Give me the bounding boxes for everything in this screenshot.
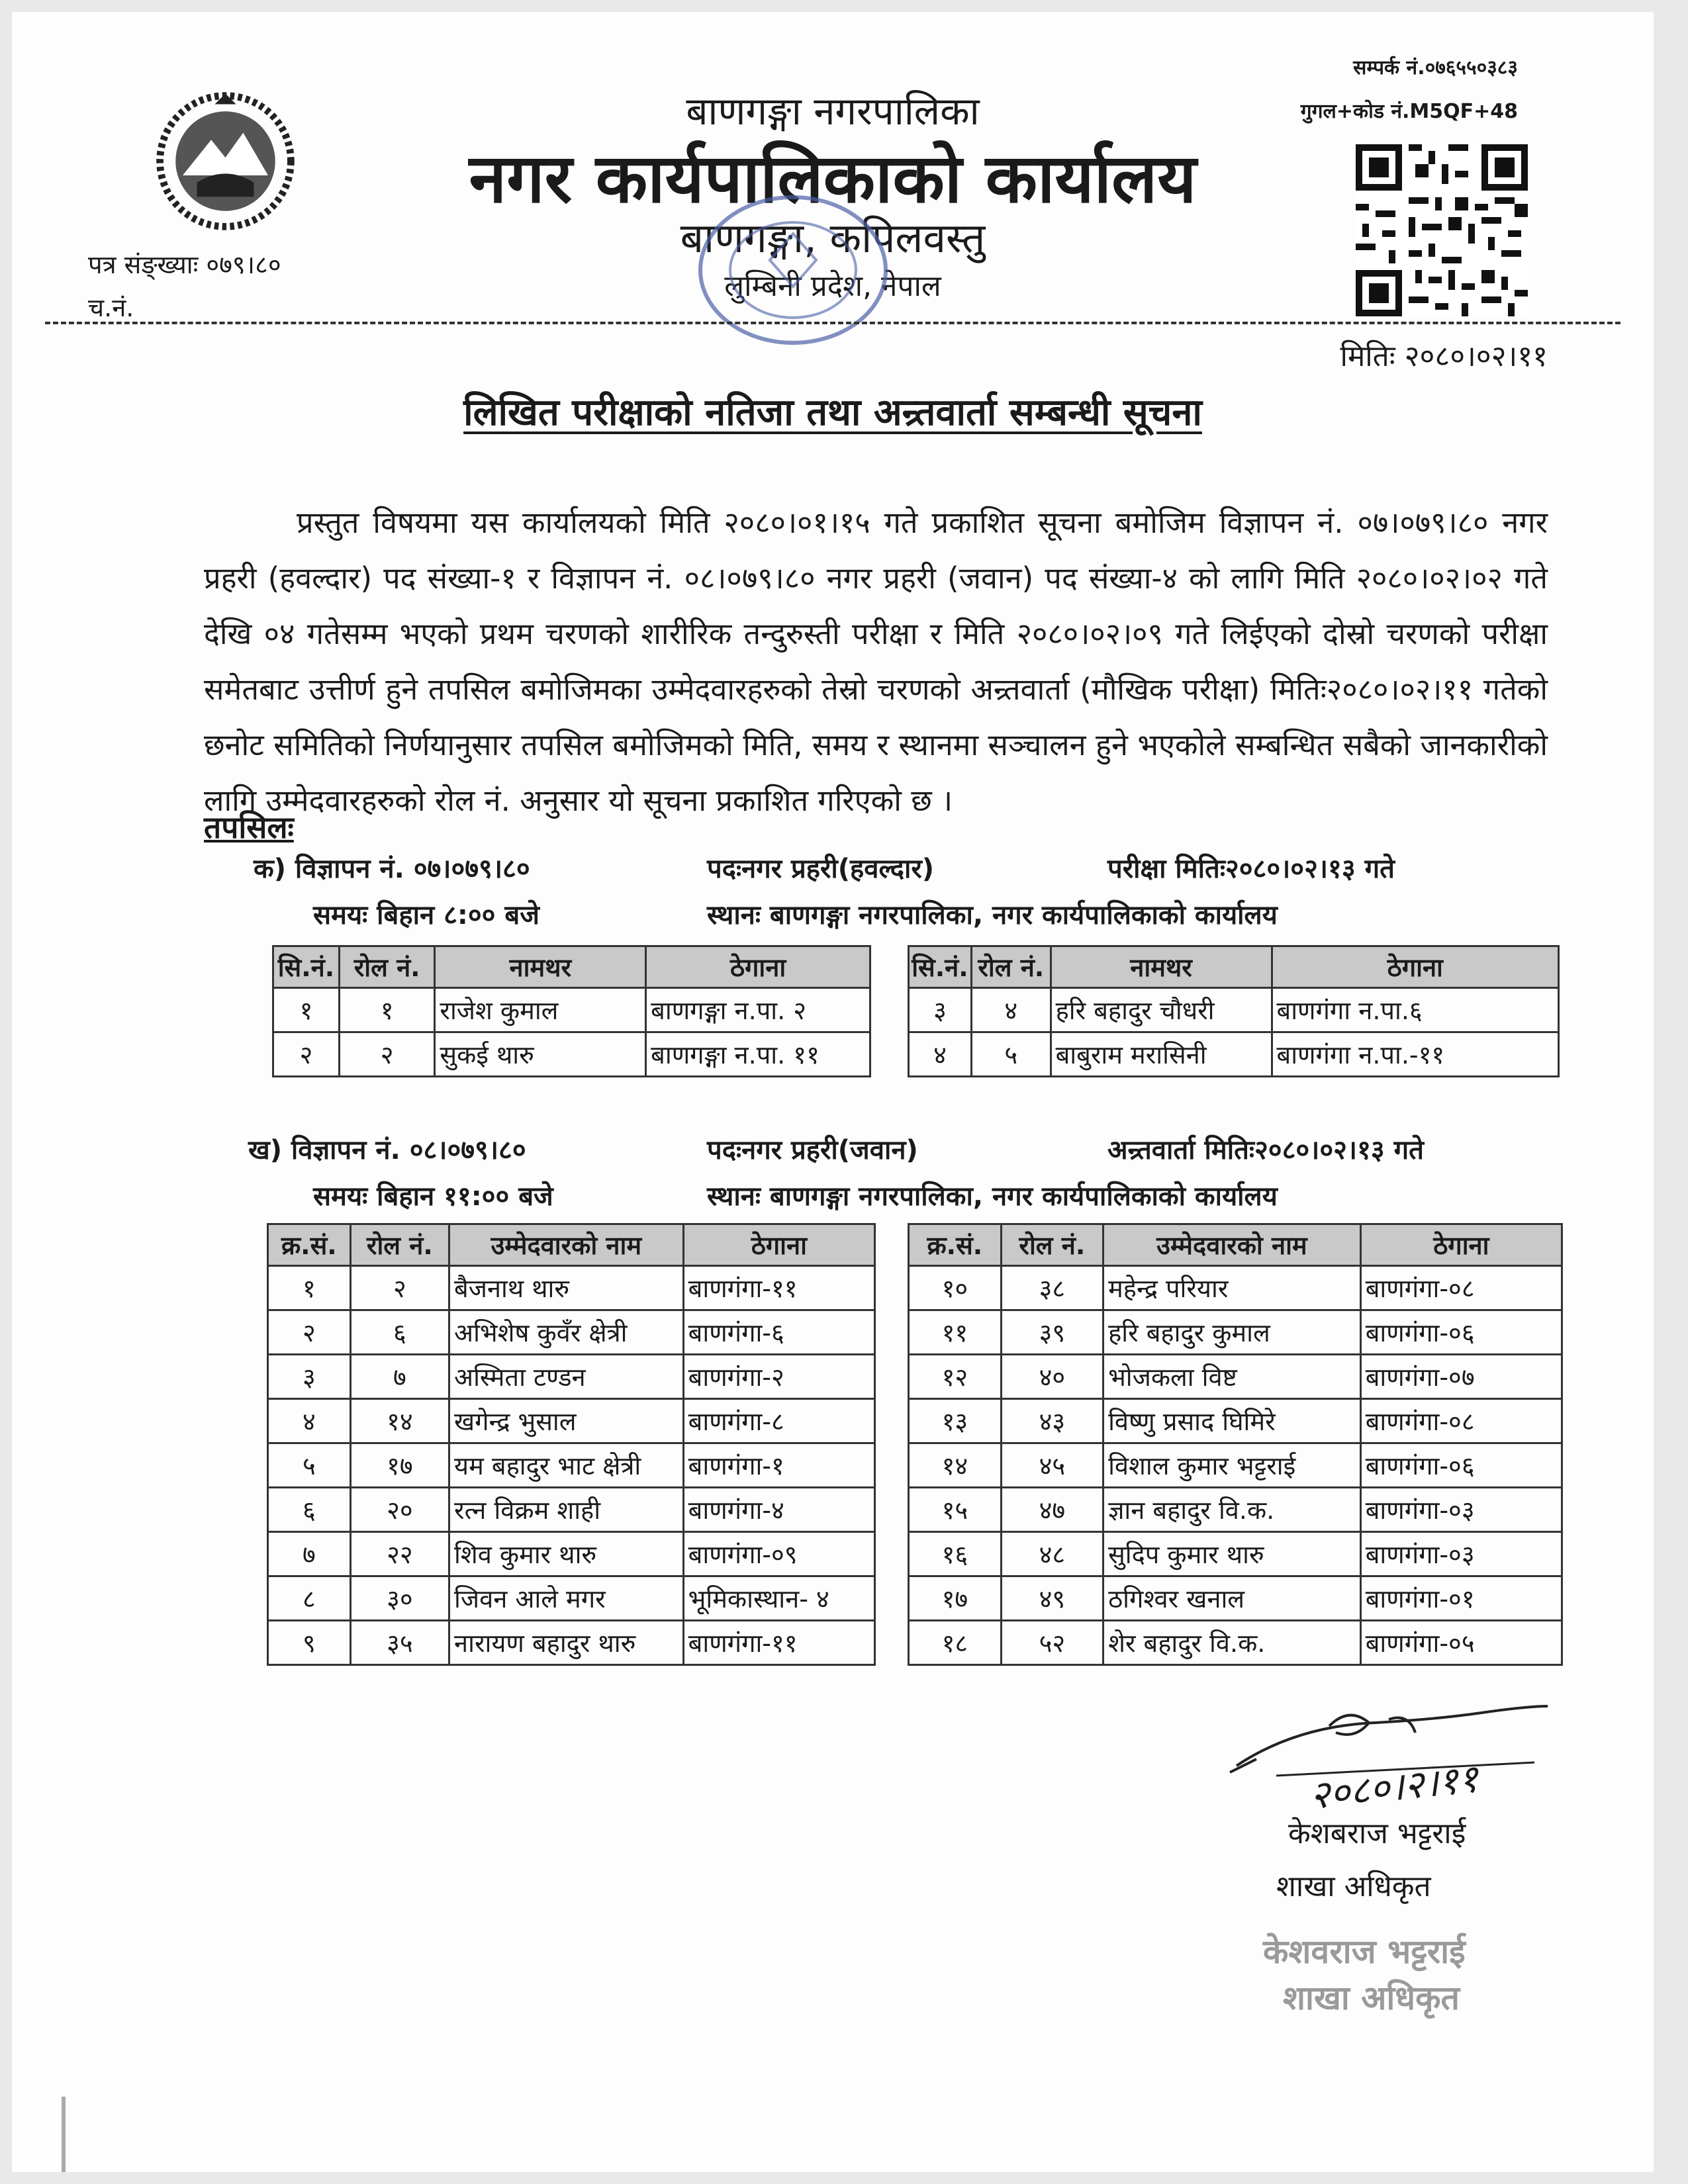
stamp-designation: शाखा अधिकृत <box>1283 1979 1460 2017</box>
table-cell: २ <box>339 1032 434 1077</box>
table-cell: बाणगंगा-०६ <box>1360 1443 1562 1488</box>
table-row <box>909 1576 1562 1621</box>
table-cell: ३८ <box>1001 1266 1103 1310</box>
table-cell: बाणगंगा-८ <box>683 1399 874 1443</box>
table-cell: २ <box>273 1032 340 1077</box>
table-row <box>909 1399 1562 1443</box>
section-a-time: समयः बिहान ८:०० बजे <box>313 900 539 931</box>
table-row <box>268 1532 875 1576</box>
table-row <box>268 1310 875 1355</box>
column-header: ठेगाना <box>683 1224 874 1266</box>
table-row <box>909 988 1559 1032</box>
column-header: रोल नं. <box>350 1224 449 1266</box>
table-cell: बाणगंगा-०८ <box>1360 1266 1562 1310</box>
table-row <box>268 1576 875 1621</box>
section-a-exam-date: परीक्षा मितिः२०८०।०२।१३ गते <box>1107 854 1395 884</box>
section-a-post: पदःनगर प्रहरी(हवल्दार) <box>707 854 935 884</box>
table-cell: बाणगंगा-११ <box>683 1266 874 1310</box>
notice-title <box>12 386 1654 436</box>
table-cell: बाबुराम मरासिनी <box>1051 1032 1272 1077</box>
column-header: नामथर <box>435 946 646 988</box>
table-cell: शिव कुमार थारु <box>449 1532 684 1576</box>
table-cell: रत्न विक्रम शाही <box>449 1488 684 1532</box>
section-b-post: पदःनगर प्रहरी(जवान) <box>707 1135 918 1165</box>
column-header: क्र.सं. <box>909 1224 1002 1266</box>
table-cell: ३ <box>268 1355 351 1399</box>
column-header: रोल नं. <box>1001 1224 1103 1266</box>
table-cell: हरि बहादुर कुमाल <box>1103 1310 1361 1355</box>
table-cell: ज्ञान बहादुर वि.क. <box>1103 1488 1361 1532</box>
section-b-time: समयः बिहान ११:०० बजे <box>313 1181 553 1212</box>
google-plus-code: गुगल+कोड नं.M5QF+48 <box>1300 100 1518 123</box>
section-a-table-left <box>272 945 871 1077</box>
table-cell: १० <box>909 1266 1002 1310</box>
table-cell: ४९ <box>1001 1576 1103 1621</box>
stamp-name: केशवराज भट्टराई <box>1263 1933 1466 1971</box>
table-cell: ४७ <box>1001 1488 1103 1532</box>
table-cell: १४ <box>350 1399 449 1443</box>
table-header-row <box>909 1224 1562 1266</box>
table-row <box>268 1443 875 1488</box>
table-row <box>268 1399 875 1443</box>
table-row <box>268 1266 875 1310</box>
table-cell: १७ <box>909 1576 1002 1621</box>
table-cell: बाणगंगा-४ <box>683 1488 874 1532</box>
table-cell: १ <box>268 1266 351 1310</box>
table-cell: ४० <box>1001 1355 1103 1399</box>
table-cell: ४ <box>268 1399 351 1443</box>
column-header: उम्मेदवारको नाम <box>1103 1224 1361 1266</box>
table-cell: ४ <box>909 1032 972 1077</box>
table-cell: १४ <box>909 1443 1002 1488</box>
table-cell: सुकई थारु <box>435 1032 646 1077</box>
table-row <box>909 1355 1562 1399</box>
table-cell: ८ <box>268 1576 351 1621</box>
column-header: ठेगाना <box>646 946 870 988</box>
section-a-advert: क) विज्ञापन नं. ०७।०७९।८० <box>254 854 530 884</box>
table-row <box>909 1266 1562 1310</box>
table-cell: १ <box>339 988 434 1032</box>
table-cell: बाणगंगा-०६ <box>1360 1310 1562 1355</box>
table-cell: ५ <box>268 1443 351 1488</box>
table-cell: राजेश कुमाल <box>435 988 646 1032</box>
column-header: उम्मेदवारको नाम <box>449 1224 684 1266</box>
table-cell: बाणगंगा न.पा.६ <box>1272 988 1559 1032</box>
table-cell: २२ <box>350 1532 449 1576</box>
column-header: नामथर <box>1051 946 1272 988</box>
table-header-row <box>268 1224 875 1266</box>
letter-number: पत्र संङ्ख्याः ०७९।८० <box>88 250 281 279</box>
table-cell: बाणगंगा न.पा.-११ <box>1272 1032 1559 1077</box>
signatory-name: केशबराज भट्टराई <box>1288 1817 1466 1850</box>
table-cell: खगेन्द्र भुसाल <box>449 1399 684 1443</box>
table-cell: १८ <box>909 1621 1002 1665</box>
table-cell: बाणगंगा-०५ <box>1360 1621 1562 1665</box>
section-a-place: स्थानः बाणगङ्गा नगरपालिका, नगर कार्यपालिकाको कार्यालय <box>707 900 1278 931</box>
column-header: रोल नं. <box>971 946 1051 988</box>
table-cell: २ <box>268 1310 351 1355</box>
table-cell: बाणगंगा-०९ <box>683 1532 874 1576</box>
dispatch-number: च.नं. <box>88 293 134 322</box>
column-header: रोल नं. <box>339 946 434 988</box>
signatory-designation: शाखा अधिकृत <box>1276 1870 1431 1903</box>
table-cell: १२ <box>909 1355 1002 1399</box>
province-name: लुम्बिनी प्रदेश, नेपाल <box>724 269 941 303</box>
table-row <box>273 988 870 1032</box>
column-header: ठेगाना <box>1272 946 1559 988</box>
table-cell: बैजनाथ थारु <box>449 1266 684 1310</box>
district-name: बाणगङ्गा, कपिलवस्तु <box>680 214 986 262</box>
table-cell: हरि बहादुर चौधरी <box>1051 988 1272 1032</box>
table-cell: बाणगङ्गा न.पा. ११ <box>646 1032 870 1077</box>
table-cell: १६ <box>909 1532 1002 1576</box>
table-cell: बाणगंगा-२ <box>683 1355 874 1399</box>
table-row <box>268 1488 875 1532</box>
notice-title-text: लिखित परीक्षाको नतिजा तथा अन्र्तवार्ता सम्बन्धी सूचना <box>463 391 1202 434</box>
table-cell: बाणगंगा-०३ <box>1360 1532 1562 1576</box>
office-seal-icon <box>641 187 906 353</box>
table-row <box>909 1443 1562 1488</box>
table-row <box>909 1532 1562 1576</box>
table-cell: ३५ <box>350 1621 449 1665</box>
signature-date: २०८०।२।११ <box>1307 1755 1481 1819</box>
table-cell: ६ <box>350 1310 449 1355</box>
contact-number: सम्पर्क नं.०७६५५०३८३ <box>1353 56 1518 79</box>
table-cell: ३० <box>350 1576 449 1621</box>
table-cell: १३ <box>909 1399 1002 1443</box>
table-header-row <box>909 946 1559 988</box>
table-cell: १ <box>273 988 340 1032</box>
table-cell: भूमिकास्थान- ४ <box>683 1576 874 1621</box>
table-cell: ५ <box>971 1032 1051 1077</box>
table-cell: २ <box>350 1266 449 1310</box>
table-cell: अभिशेष कुवँर क्षेत्री <box>449 1310 684 1355</box>
section-a-table-right <box>908 945 1560 1077</box>
table-cell: विशाल कुमार भट्टराई <box>1103 1443 1361 1488</box>
table-row <box>909 1621 1562 1665</box>
table-row <box>268 1355 875 1399</box>
table-cell: ४८ <box>1001 1532 1103 1576</box>
notice-body: प्रस्तुत विषयमा यस कार्यालयको मिति २०८०।०१।१५ गते प्रकाशित सूचना बमोजिम विज्ञापन नं. ०७।०७९।८० नगर प्रहरी (हवल्दार) पद संख्या-१ र विज्ञापन नं. ०८।०७९।८० नगर प्रहरी (जवान) पद संख्या-४ को लागि मिति २०८०।०२।०२ गते देखि ०४ गतेसम्म भएको प्रथम चरणको शारीरिक तन्दुरुस्ती परीक्षा र मिति २०८०।०२।०९ गते लिईएको दोस्रो चरणको परीक्षा समेतबाट उत्तीर्ण हुने तपसिल बमोजिमका उम्मेदवारहरुको तेस्रो चरणको अन्र्तवार्ता (मौखिक परीक्षा) मितिः२०८०।०२।११ गतेको छनोट समितिको निर्णयानुसार तपसिल बमोजिमको मिति, समय र स्थानमा सञ्चालन हुने भएकोले सम्बन्धित सबैको जानकारीको लागि उम्मेदवारहरुको रोल नं. अनुसार यो सूचना प्रकाशित गरिएको छ । <box>204 505 1548 818</box>
table-cell: ३९ <box>1001 1310 1103 1355</box>
table-cell: २० <box>350 1488 449 1532</box>
section-b-interview-date: अन्र्तवार्ता मितिः२०८०।०२।१३ गते <box>1107 1135 1424 1165</box>
document-page <box>12 12 1654 2172</box>
table-cell: बाणगंगा-११ <box>683 1621 874 1665</box>
table-cell: अस्मिता टण्डन <box>449 1355 684 1399</box>
table-cell: महेन्द्र परियार <box>1103 1266 1361 1310</box>
table-cell: यम बहादुर भाट क्षेत्री <box>449 1443 684 1488</box>
table-cell: ४३ <box>1001 1399 1103 1443</box>
table-cell: ४ <box>971 988 1051 1032</box>
column-header: क्र.सं. <box>268 1224 351 1266</box>
table-row <box>268 1621 875 1665</box>
column-header: सि.नं. <box>273 946 340 988</box>
table-cell: ६ <box>268 1488 351 1532</box>
table-cell: ठगिश्वर खनाल <box>1103 1576 1361 1621</box>
header-divider <box>45 322 1620 324</box>
table-cell: सुदिप कुमार थारु <box>1103 1532 1361 1576</box>
table-row <box>909 1488 1562 1532</box>
table-cell: ७ <box>350 1355 449 1399</box>
municipality-name: बाणगङ्गा नगरपालिका <box>686 89 980 134</box>
table-cell: बाणगंगा-०८ <box>1360 1399 1562 1443</box>
table-header-row <box>273 946 870 988</box>
section-b-place: स्थानः बाणगङ्गा नगरपालिका, नगर कार्यपालिकाको कार्यालय <box>707 1181 1278 1212</box>
table-row <box>909 1032 1559 1077</box>
table-cell: ११ <box>909 1310 1002 1355</box>
section-b-table-right <box>908 1223 1563 1666</box>
section-b-table-left <box>267 1223 876 1666</box>
schedule-heading: तपसिलः <box>204 809 294 845</box>
scan-mark <box>62 2097 66 2172</box>
table-cell: बाणगंगा-१ <box>683 1443 874 1488</box>
table-row <box>273 1032 870 1077</box>
table-cell: १५ <box>909 1488 1002 1532</box>
section-b-advert: ख) विज्ञापन नं. ०८।०७९।८० <box>248 1135 526 1165</box>
table-cell: १७ <box>350 1443 449 1488</box>
table-cell: बाणगंगा-०१ <box>1360 1576 1562 1621</box>
table-cell: ३ <box>909 988 972 1032</box>
table-cell: ५२ <box>1001 1621 1103 1665</box>
notice-date: मितिः २०८०।०२।११ <box>1340 340 1548 373</box>
table-row <box>909 1310 1562 1355</box>
table-cell: ७ <box>268 1532 351 1576</box>
table-cell: जिवन आले मगर <box>449 1576 684 1621</box>
table-cell: शेर बहादुर वि.क. <box>1103 1621 1361 1665</box>
column-header: ठेगाना <box>1360 1224 1562 1266</box>
table-cell: बाणगङ्गा न.पा. २ <box>646 988 870 1032</box>
table-cell: विष्णु प्रसाद घिमिरे <box>1103 1399 1361 1443</box>
table-cell: ४५ <box>1001 1443 1103 1488</box>
table-cell: भोजकला विष्ट <box>1103 1355 1361 1399</box>
table-cell: बाणगंगा-६ <box>683 1310 874 1355</box>
office-name: नगर कार्यपालिकाको कार्यालय <box>469 140 1197 218</box>
table-cell: ९ <box>268 1621 351 1665</box>
table-cell: बाणगंगा-०७ <box>1360 1355 1562 1399</box>
table-cell: बाणगंगा-०३ <box>1360 1488 1562 1532</box>
column-header: सि.नं. <box>909 946 972 988</box>
table-cell: नारायण बहादुर थारु <box>449 1621 684 1665</box>
